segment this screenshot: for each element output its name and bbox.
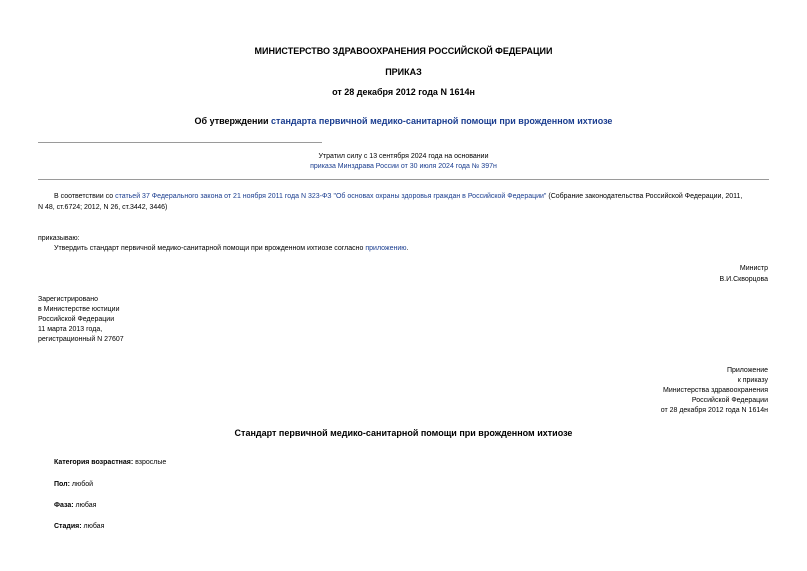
field-label: Фаза:	[54, 502, 74, 509]
order-approve-prefix: Утвердить стандарт первичной медико-санитарной помощи при врожденном ихтиозе согласно	[54, 245, 366, 252]
field-label: Пол:	[54, 481, 70, 488]
appendix-line: Министерства здравоохранения	[663, 387, 768, 394]
signature-name: В.И.Скворцова	[719, 276, 768, 283]
field-value: любая	[73, 502, 97, 509]
field-value: взрослые	[133, 459, 167, 466]
order-title-link[interactable]: стандарта первичной медико-санитарной помощи при врожденном ихтиозе	[271, 116, 613, 126]
field-value: любой	[69, 481, 94, 488]
order-approve-suffix: .	[406, 245, 409, 252]
appendix-link[interactable]: приложению	[365, 245, 407, 252]
preamble-law-link[interactable]: статьей 37 Федерального закона от 21 ноября 2011 года N 323-ФЗ "Об основах охраны здоровья граждан в Российской Федерации"	[115, 193, 547, 200]
appendix-line: от 28 декабря 2012 года N 1614н	[660, 407, 768, 414]
order-title	[0, 116, 807, 127]
divider-full	[38, 179, 769, 180]
field-phase	[54, 501, 96, 511]
order-approve-text	[54, 244, 408, 254]
registration-line: регистрационный N 27607	[38, 336, 124, 343]
repeal-notice	[0, 152, 807, 172]
appendix-line: к приказу	[737, 377, 768, 384]
preamble-line2: N 48, ст.6724; 2012, N 26, ст.3442, 3446)	[38, 204, 168, 211]
field-stage	[54, 522, 104, 532]
order-date-number: от 28 декабря 2012 года N 1614н	[332, 87, 475, 97]
registration-line: Зарегистрировано	[38, 296, 98, 303]
appendix-block	[661, 366, 768, 416]
registration-line: в Министерстве юстиции	[38, 306, 120, 313]
appendix-line: Российской Федерации	[691, 397, 768, 404]
field-label: Категория возрастная:	[54, 459, 134, 466]
field-age-category	[54, 458, 166, 468]
divider-short	[38, 142, 322, 143]
signature-position: Министр	[739, 265, 768, 272]
order-title-prefix: Об утверждении	[194, 116, 272, 126]
standard-title: Стандарт первичной медико-санитарной помощи при врожденном ихтиозе	[234, 428, 573, 438]
ministry-heading: МИНИСТЕРСТВО ЗДРАВООХРАНЕНИЯ РОССИЙСКОЙ ФЕДЕРАЦИИ	[254, 46, 553, 56]
registration-line: Российской Федерации	[38, 316, 115, 323]
field-label: Стадия:	[54, 523, 82, 530]
order-prikazyvayu: приказываю:	[38, 235, 80, 242]
field-value: любая	[81, 523, 105, 530]
preamble-prefix: В соответствии со	[54, 193, 116, 200]
appendix-line: Приложение	[726, 367, 768, 374]
preamble-suffix: (Собрание законодательства Российской Федерации, 2011,	[546, 193, 743, 200]
preamble-line1	[54, 192, 742, 202]
registration-line: 11 марта 2013 года,	[38, 326, 103, 333]
order-type: ПРИКАЗ	[385, 67, 422, 77]
registration-block	[38, 295, 124, 345]
field-sex	[54, 480, 93, 490]
repeal-notice-line1: Утратил силу с 13 сентября 2024 года на основании	[318, 153, 489, 160]
repeal-notice-link[interactable]: приказа Минздрава России от 30 июля 2024 года № 397н	[310, 163, 497, 170]
